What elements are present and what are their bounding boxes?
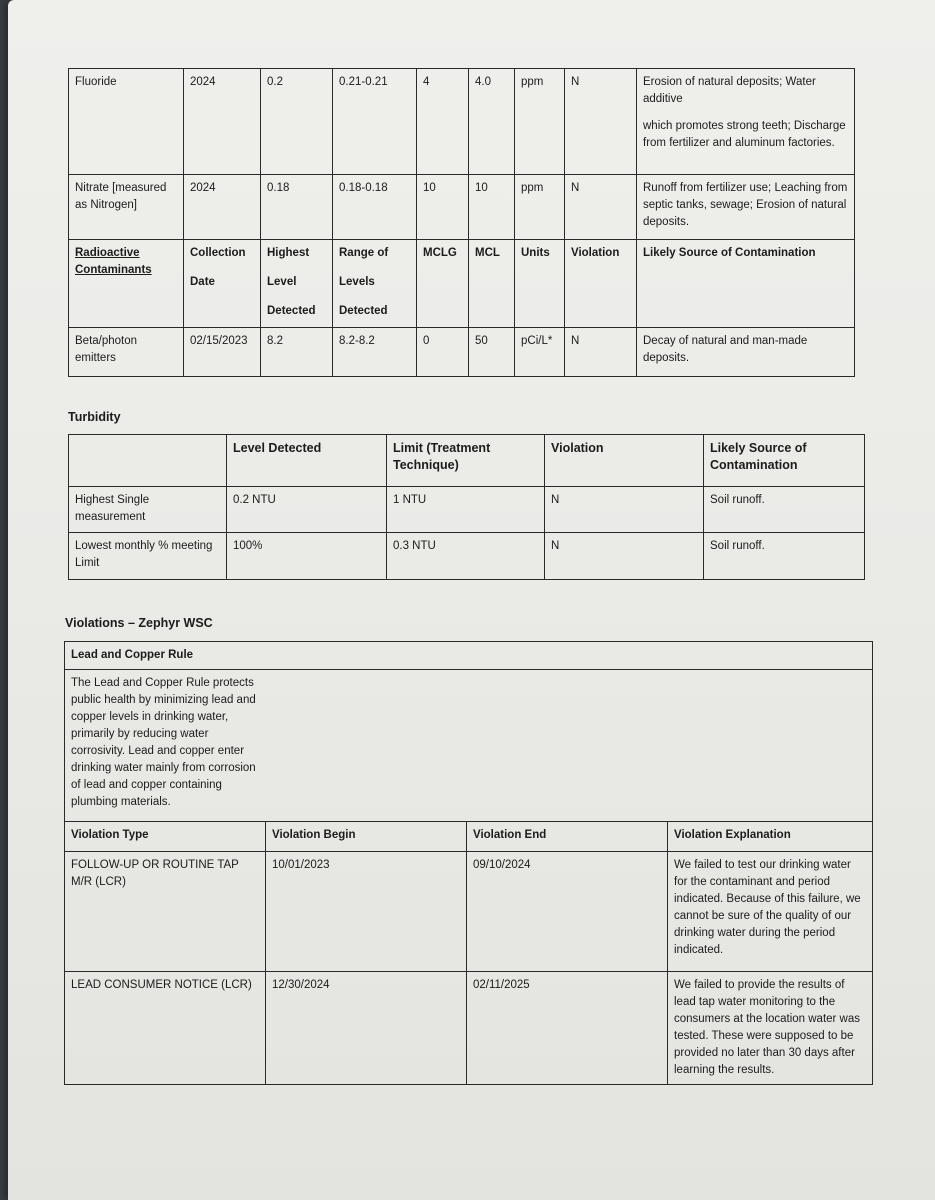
- mcl-header: MCL: [469, 240, 515, 328]
- likely-source: Soil runoff.: [704, 487, 865, 533]
- violation-header: Violation: [545, 435, 704, 487]
- header-text: Date: [190, 276, 215, 288]
- source-text: Erosion of natural deposits; Water additive: [643, 76, 816, 105]
- collection-date-header: [184, 240, 261, 328]
- header-text: Highest: [267, 247, 310, 259]
- units-value: ppm: [515, 69, 565, 175]
- level-detected: 0.2 NTU: [227, 487, 387, 533]
- table-row: [69, 328, 855, 377]
- likely-source: Soil runoff.: [704, 533, 865, 580]
- range-levels: 8.2-8.2: [333, 328, 417, 377]
- range-levels: 0.18-0.18: [333, 175, 417, 240]
- collection-date: 2024: [184, 69, 261, 175]
- mcl-value: 4.0: [469, 69, 515, 175]
- contaminants-table: [68, 68, 855, 377]
- violation-explanation: We failed to test our drinking water for the contaminant and period indicated. Because of this failure, we cannot be sure of the quality of our drinking water during the period indicated.: [668, 852, 873, 972]
- limit-header: Limit (Treatment Technique): [387, 435, 545, 487]
- limit-value: 0.3 NTU: [387, 533, 545, 580]
- table-row: [69, 69, 855, 175]
- units-value: ppm: [515, 175, 565, 240]
- collection-date: 2024: [184, 175, 261, 240]
- range-levels: 0.21-0.21: [333, 69, 417, 175]
- header-text: Level: [267, 276, 297, 288]
- empty-header-cell: [69, 435, 227, 487]
- violation-value: N: [565, 69, 637, 175]
- rule-description-cell: [65, 670, 873, 822]
- likely-source-header: Likely Source of Contamination: [704, 435, 865, 487]
- contaminant-name: Nitrate [measured as Nitrogen]: [69, 175, 184, 240]
- violation-end: 02/11/2025: [467, 972, 668, 1085]
- rule-description-row: [65, 670, 873, 822]
- highest-level: 8.2: [261, 328, 333, 377]
- violations-title: Violations – Zephyr WSC: [65, 616, 213, 630]
- violation-type: FOLLOW-UP OR ROUTINE TAP M/R (LCR): [65, 852, 266, 972]
- highest-level: 0.2: [261, 69, 333, 175]
- violation-value: N: [565, 328, 637, 377]
- highest-level-header: [261, 240, 333, 328]
- table-header-row: [65, 822, 873, 852]
- likely-source: [637, 69, 855, 175]
- measurement-label: Highest Single measurement: [69, 487, 227, 533]
- contaminant-name: Fluoride: [69, 69, 184, 175]
- mclg-value: 10: [417, 175, 469, 240]
- violation-type: LEAD CONSUMER NOTICE (LCR): [65, 972, 266, 1085]
- table-header-row: [69, 435, 865, 487]
- header-text: Range of: [339, 247, 389, 259]
- violation-header: Violation: [565, 240, 637, 328]
- table-row: [69, 487, 865, 533]
- header-text: Detected: [267, 305, 316, 317]
- measurement-label: Lowest monthly % meeting Limit: [69, 533, 227, 580]
- violation-end: 09/10/2024: [467, 852, 668, 972]
- header-text: Levels: [339, 276, 375, 288]
- contaminant-name: Beta/photon emitters: [69, 328, 184, 377]
- violation-value: N: [545, 533, 704, 580]
- violation-begin: 12/30/2024: [266, 972, 467, 1085]
- range-levels-header: [333, 240, 417, 328]
- collection-date: 02/15/2023: [184, 328, 261, 377]
- mclg-value: 4: [417, 69, 469, 175]
- table-row: [69, 533, 865, 580]
- level-detected-header: Level Detected: [227, 435, 387, 487]
- rule-title: Lead and Copper Rule: [65, 642, 873, 670]
- violation-explanation-header: Violation Explanation: [668, 822, 873, 852]
- violation-begin-header: Violation Begin: [266, 822, 467, 852]
- violations-table: [64, 641, 873, 1085]
- violation-explanation: We failed to provide the results of lead tap water monitoring to the consumers at the location water was tested. These were supposed to be provided no later than 30 days after learning the results.: [668, 972, 873, 1085]
- likely-source-header: Likely Source of Contamination: [637, 240, 855, 328]
- turbidity-table: [68, 434, 865, 580]
- level-detected: 100%: [227, 533, 387, 580]
- document-page: [8, 0, 935, 1200]
- violation-type-header: Violation Type: [65, 822, 266, 852]
- rule-title-row: [65, 642, 873, 670]
- table-row: [65, 852, 873, 972]
- violation-value: N: [545, 487, 704, 533]
- limit-value: 1 NTU: [387, 487, 545, 533]
- table-row: [69, 175, 855, 240]
- mcl-value: 50: [469, 328, 515, 377]
- mclg-header: MCLG: [417, 240, 469, 328]
- table-row: [65, 972, 873, 1085]
- likely-source: Decay of natural and man-made deposits.: [637, 328, 855, 377]
- header-text: Collection: [190, 247, 246, 259]
- violation-value: N: [565, 175, 637, 240]
- units-value: pCi/L*: [515, 328, 565, 377]
- units-header: Units: [515, 240, 565, 328]
- rule-description: The Lead and Copper Rule protects public health by minimizing lead and copper levels in drinking water, primarily by reducing water corrosivity. Lead and copper enter drinking water mainly from corrosion of lead and copper containing plumbing materials.: [71, 677, 256, 808]
- source-text: which promotes strong teeth; Discharge from fertilizer and aluminum factories.: [643, 120, 846, 149]
- radioactive-contaminants-header: Radioactive Contaminants: [69, 240, 184, 328]
- header-text: Detected: [339, 305, 388, 317]
- likely-source: Runoff from fertilizer use; Leaching from septic tanks, sewage; Erosion of natural deposits.: [637, 175, 855, 240]
- mcl-value: 10: [469, 175, 515, 240]
- mclg-value: 0: [417, 328, 469, 377]
- violation-begin: 10/01/2023: [266, 852, 467, 972]
- table-header-row: [69, 240, 855, 328]
- violation-end-header: Violation End: [467, 822, 668, 852]
- turbidity-title: Turbidity: [68, 410, 121, 424]
- highest-level: 0.18: [261, 175, 333, 240]
